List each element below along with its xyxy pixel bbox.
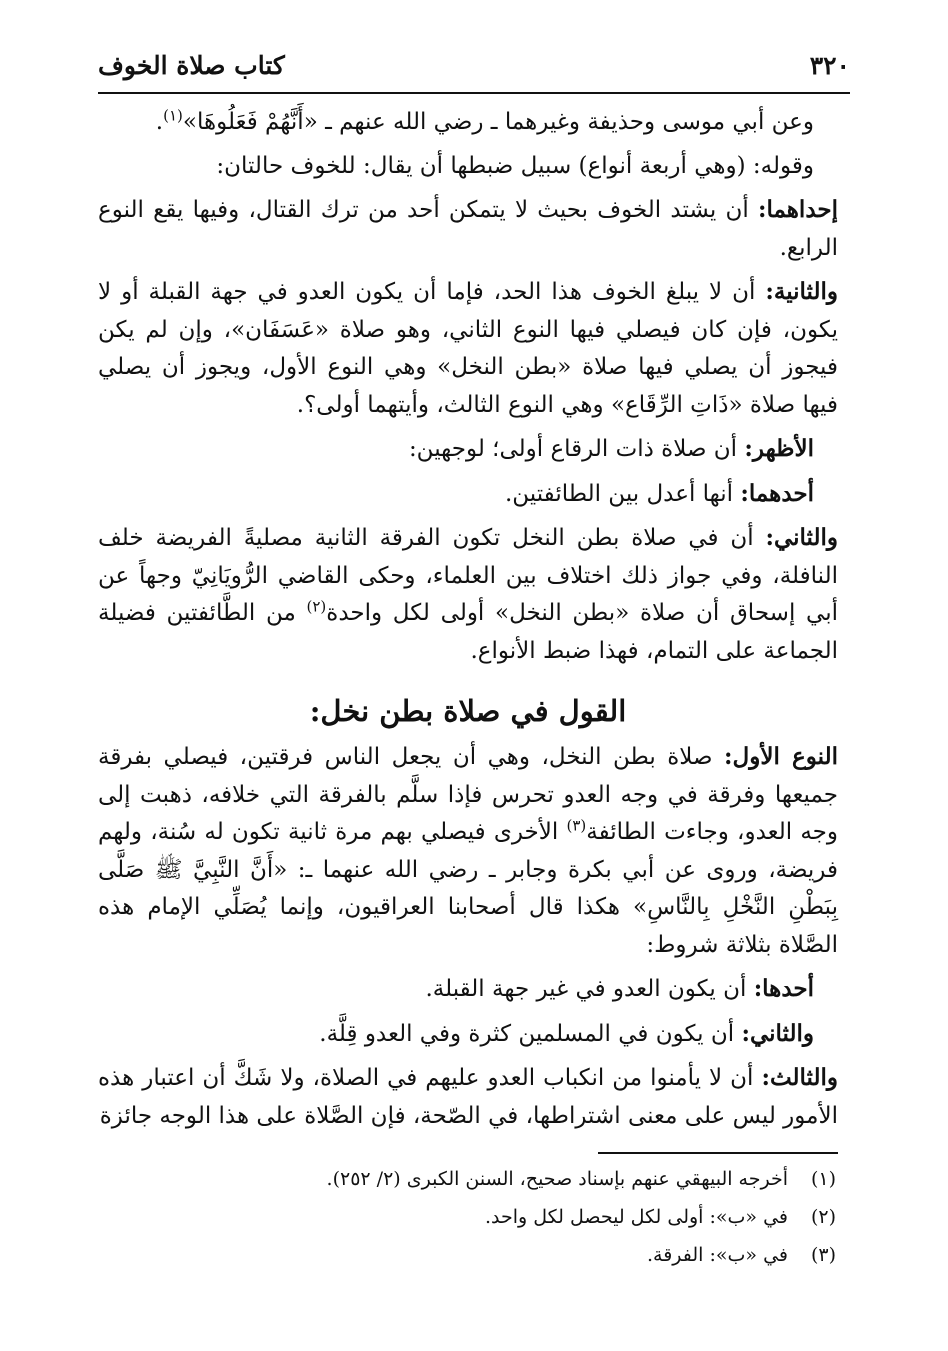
paragraph-3-lead: إحداهما:	[758, 196, 838, 223]
paragraph-7-text-a: أن في صلاة بطن النخل تكون الفرقة الثانية مصليةً الفريضة خلف النافلة، وفي جواز ذلك اختلاف بين العلماء، وحكى القاضي الرُّويَانِيّ وجهاً عن أبي إسحاق أن صلاة «بطن النخل» أولى لكل واحدة	[98, 525, 838, 626]
section-paragraph-1-text-b: الأخرى فيصلي بهم مرة ثانية تكون له سُنة، ولهم فريضة، وروى عن أبي بكرة وجابر ـ رضي الله عنهما ـ: «أَنَّ النَّبِيَّ ﷺ صَلَّى بِبَطْنِ النَّخْلِ بِالنَّاسِ» هكذا قال أصحابنا العراقيون، وإنما يُصَلِّي الإمام هذه الصَّلاة بثلاثة شروط:	[98, 819, 838, 958]
section-paragraph-1-lead: النوع الأول:	[724, 743, 838, 770]
footnote-text: في «ب»: الفرقة.	[646, 1244, 788, 1266]
section-paragraph-3	[98, 1015, 838, 1054]
section-paragraph-1-text-a: صلاة بطن النخل، وهي أن يجعل الناس فرقتين، فيصلي بفرقة جميعها وفرقة في وجه العدو تحرس فإذا سلَّم بالفرقة التي خلافه، ذهبت إلى وجه العدو، وجاءت الطائفة	[98, 744, 838, 845]
paragraph-6-text: أنها أعدل بين الطائفتين.	[504, 480, 741, 507]
paragraph-5-text: أن صلاة ذات الرقاع أولى؛ لوجهين:	[408, 436, 745, 462]
footnote-ref-1: (١)	[163, 106, 183, 125]
footnote-number: (٣)	[810, 1244, 836, 1266]
section-paragraph-4-lead: والثالث:	[761, 1064, 838, 1091]
section-paragraph-4-text: أن لا يأمنوا من انكباب العدو عليهم في الصلاة، ولا شَكَّ أن اعتبار هذه الأمور ليس على معنى اشتراطها، في الصّحة، فإن الصَّلاة على هذا الوجه جائزة	[98, 1065, 838, 1129]
paragraph-1-end: .	[155, 109, 164, 135]
footnote-ref-3: (٣)	[566, 816, 587, 835]
footnote-number: (١)	[810, 1168, 836, 1190]
footnote	[100, 1236, 836, 1274]
paragraph-3-text: أن يشتد الخوف بحيث لا يتمكن أحد من ترك القتال، وفيها يقع النوع الرابع.	[98, 197, 838, 261]
section-paragraph-3-text: أن يكون في المسلمين كثرة وفي العدو قِلَّة.	[319, 1020, 742, 1047]
footnote-number: (٢)	[810, 1206, 836, 1228]
footnote-rule	[598, 1152, 838, 1154]
paragraph-1-text: وعن أبي موسى وحذيفة وغيرهما ـ رضي الله عنهم ـ «أَنَّهُمْ فَعَلُوهَا»	[182, 109, 814, 135]
paragraph-2-text: وقوله: (وهي أربعة أنواع) سبيل ضبطها أن يقال: للخوف حالتان:	[216, 152, 814, 179]
section-paragraph-4	[98, 1059, 838, 1135]
header-rule	[98, 92, 850, 94]
footnote-ref-2: (٢)	[306, 597, 327, 616]
paragraph-7	[98, 519, 838, 670]
paragraph-4	[98, 273, 838, 424]
main-text	[98, 104, 838, 1141]
section-paragraph-2-text: أن يكون العدو في غير جهة القبلة.	[425, 976, 754, 1002]
paragraph-6-lead: أحدهما:	[740, 479, 814, 507]
running-title: كتاب صلاة الخوف	[98, 50, 285, 80]
footnote-text: في «ب»: أولى لكل ليحصل لكل واحد.	[485, 1206, 788, 1228]
section-paragraph-2-lead: أحدها:	[753, 975, 814, 1002]
page-header	[98, 44, 850, 86]
section-heading: القول في صلاة بطن نخل:	[309, 694, 627, 728]
paragraph-7-text-b: من الطَّائفتين فضيلة الجماعة على التمام، فهذا ضبط الأنواع.	[98, 600, 838, 664]
paragraph-3	[98, 191, 838, 267]
footnote	[100, 1160, 836, 1198]
paragraph-5-lead: الأظهر:	[744, 435, 814, 462]
section-paragraph-3-lead: والثاني:	[741, 1019, 814, 1047]
section-paragraph-1	[98, 738, 838, 964]
paragraph-5	[98, 430, 838, 469]
footnotes	[100, 1160, 836, 1274]
paragraph-1	[98, 104, 838, 142]
paragraph-2	[98, 148, 838, 186]
footnote	[100, 1198, 836, 1236]
footnote-text: أخرجه البيهقي عنهم بإسناد صحيح، السنن الكبرى (٢/ ٢٥٢).	[326, 1168, 788, 1190]
paragraph-6	[98, 475, 838, 514]
paragraph-7-lead: والثاني:	[765, 524, 838, 551]
page-number: ٣٢٠	[809, 50, 850, 80]
paragraph-4-text: أن لا يبلغ الخوف هذا الحد، فإما أن يكون العدو في جهة القبلة أو لا يكون، فإن كان فيصلي فيها النوع الثاني، وهو صلاة «عَسَفَان»، وإن لم يكن فيجوز أن يصلي فيها صلاة «بطن النخل» وهي النوع الأول، ويجوز أن يصلي فيها صلاة «ذَاتِ الرِّقَاع» وهي النوع الثالث، وأيتهما أولى؟.	[98, 279, 838, 418]
section-paragraph-2	[98, 970, 838, 1009]
paragraph-4-lead: والثانية:	[765, 278, 838, 305]
